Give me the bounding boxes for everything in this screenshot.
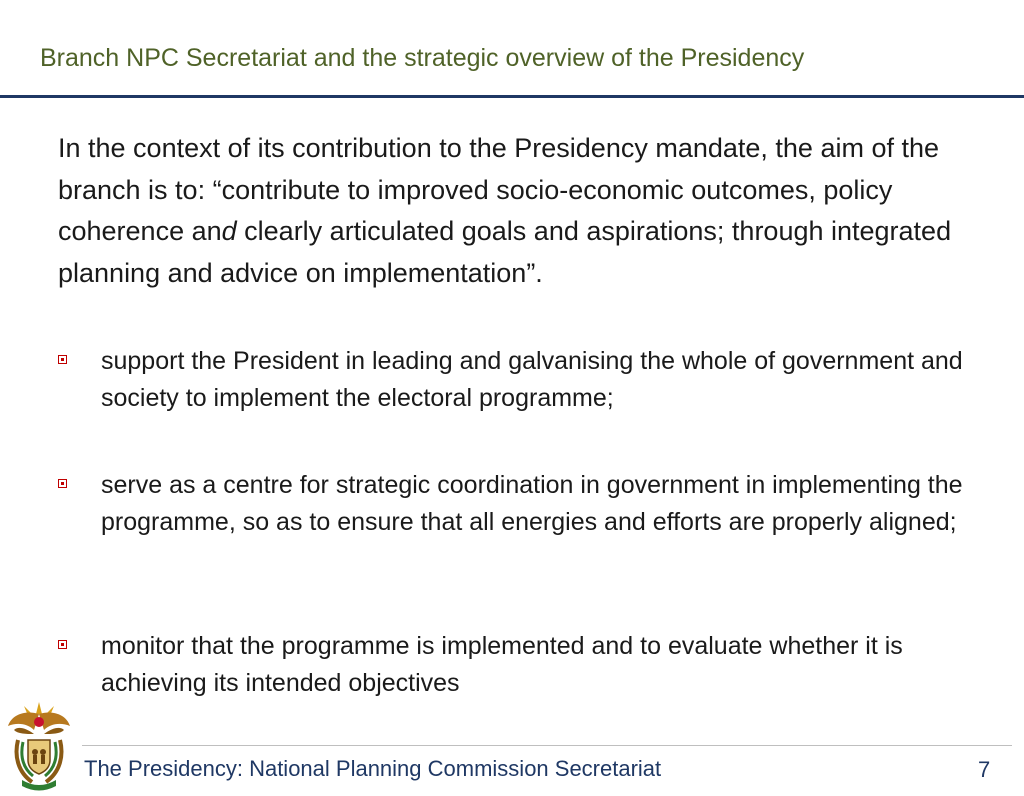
square-bullet-icon (58, 355, 67, 364)
slide-title: Branch NPC Secretariat and the strategic overview of the Presidency (40, 44, 805, 72)
bullet-text: monitor that the programme is implemented and to evaluate whether it is achieving its intended objectives (101, 632, 903, 697)
intro-paragraph (58, 128, 978, 294)
intro-text-part1: In the context of its contribution to the Presidency mandate, the aim of the branch is to: “contribute to improved socio-economic outcomes, policy coherence an (58, 133, 940, 246)
coat-of-arms-icon (4, 700, 74, 792)
square-bullet-icon (58, 479, 67, 488)
footer-title: The Presidency: National Planning Commission Secretariat (84, 756, 662, 781)
square-bullet-icon (58, 640, 67, 649)
title-divider (0, 95, 1024, 98)
bullet-text: serve as a centre for strategic coordination in government in implementing the programme, so as to ensure that all energies and efforts are properly aligned; (101, 471, 963, 536)
page-number: 7 (978, 757, 991, 782)
footer-divider (82, 745, 1012, 746)
intro-text-part2: clearly articulated goals and aspirations; through integrated planning and advice on implementation”. (58, 216, 952, 288)
bullet-text: support the President in leading and galvanising the whole of government and society to implement the electoral programme; (101, 347, 963, 412)
intro-text-italic: d (221, 216, 237, 246)
